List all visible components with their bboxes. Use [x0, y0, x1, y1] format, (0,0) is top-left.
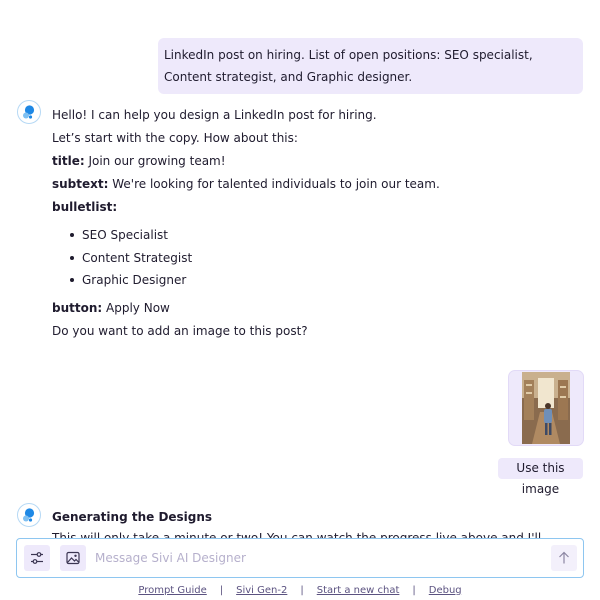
- bullet-item: SEO Specialist: [70, 224, 572, 247]
- assistant-avatar: [17, 100, 41, 124]
- assistant-logo-icon: [20, 506, 38, 524]
- photo-thumbnail: [522, 372, 570, 444]
- assistant-intro: Let’s start with the copy. How about this:: [52, 131, 298, 145]
- copy-title-line: [52, 150, 572, 172]
- copy-button-line: [52, 297, 572, 319]
- use-image-button[interactable]: Use this image: [498, 458, 583, 479]
- assistant-avatar: [17, 503, 41, 527]
- bullet-list: [70, 224, 572, 292]
- copy-bulletlist-label: bulletlist:: [52, 200, 118, 214]
- sliders-icon: [30, 551, 44, 565]
- debug-link[interactable]: Debug: [428, 584, 462, 596]
- copy-subtext-line: [52, 173, 572, 195]
- copy-button-label: button:: [52, 300, 103, 315]
- generating-title: Generating the Designs: [52, 510, 213, 524]
- new-chat-link[interactable]: Start a new chat: [316, 584, 400, 596]
- copy-button-value: Apply Now: [106, 300, 170, 315]
- copy-title-label: title:: [52, 154, 85, 168]
- copy-title-value: Join our growing team!: [88, 154, 226, 168]
- copy-bulletlist-line: [52, 196, 572, 218]
- assistant-logo-icon: [20, 103, 38, 121]
- assistant-greeting: Hello! I can help you design a LinkedIn post for hiring.: [52, 108, 377, 122]
- footer-separator: |: [300, 584, 304, 596]
- bullet-item: Content Strategist: [70, 247, 572, 270]
- footer-separator: |: [219, 584, 224, 596]
- assistant-question: Do you want to add an image to this post?: [52, 323, 308, 338]
- prompt-guide-link[interactable]: Prompt Guide: [138, 584, 207, 596]
- send-button[interactable]: [551, 545, 577, 571]
- copy-subtext-label: subtext:: [52, 177, 109, 191]
- footer-separator: |: [412, 584, 416, 596]
- copy-subtext-value: We're looking for talented individuals to join our team.: [112, 177, 440, 191]
- message-composer: [16, 538, 584, 578]
- settings-button[interactable]: [24, 545, 50, 571]
- user-message-text: LinkedIn post on hiring. List of open positions: SEO specialist, Content strategist, and Graphic designer.: [164, 48, 533, 84]
- message-input[interactable]: [95, 548, 535, 568]
- image-icon: [66, 551, 80, 565]
- assistant-message: [52, 104, 572, 343]
- user-message-bubble: [158, 38, 583, 94]
- add-image-button[interactable]: [60, 545, 86, 571]
- footer-links: [0, 582, 600, 598]
- arrow-up-icon: [557, 551, 571, 565]
- bullet-item: Graphic Designer: [70, 269, 572, 292]
- sivi-gen2-link[interactable]: Sivi Gen-2: [236, 584, 288, 596]
- uploaded-image-card[interactable]: [508, 370, 584, 446]
